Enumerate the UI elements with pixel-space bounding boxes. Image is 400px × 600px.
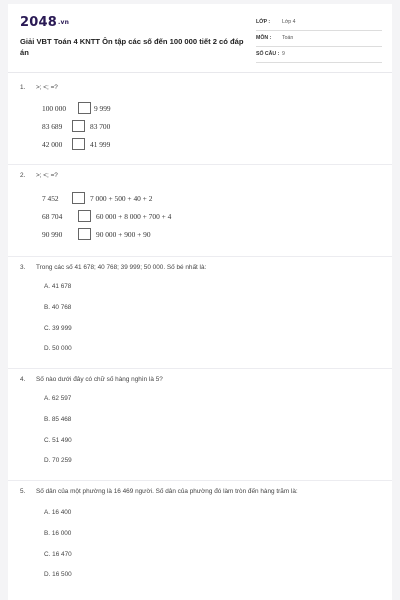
question-4: 4. Số nào dưới đây có chữ số hàng nghìn là 5? [20,376,163,383]
answer-box[interactable] [72,138,85,150]
meta-question-count [256,48,382,63]
meta-subject [256,32,382,47]
comparison-right: 60 000 + 8 000 + 700 + 4 [96,212,172,221]
meta-count-label: SỐ CÂU : [256,51,280,57]
answer-box[interactable] [78,228,91,240]
comparison-left: 7 452 [42,194,59,203]
answer-option[interactable]: C. 39 999 [44,325,72,332]
answer-option[interactable]: A. 62 597 [44,395,72,402]
answer-option[interactable]: D. 50 000 [44,345,72,352]
comparison-right: 90 000 + 900 + 90 [96,230,151,239]
question-divider [8,480,392,481]
comparison-left: 83 689 [42,122,63,131]
answer-box[interactable] [72,192,85,204]
answer-box[interactable] [78,102,91,114]
answer-option[interactable]: D. 70 259 [44,457,72,464]
answer-option[interactable]: B. 16 000 [44,530,72,537]
question-divider [8,256,392,257]
question-5: 5. Số dân của một phường là 16 469 người. Số dân của phường đó làm tròn đến hàng trăm là: [20,488,298,495]
worksheet [8,4,392,600]
question-divider [8,368,392,369]
question-2: 2. >; <; =? [20,172,58,179]
header-divider [8,72,392,73]
answer-option[interactable]: D. 16 500 [44,571,72,578]
comparison-right: 7 000 + 500 + 40 + 2 [90,194,153,203]
meta-subject-label: MÔN : [256,35,272,41]
answer-option[interactable]: B. 85 468 [44,416,72,423]
answer-option[interactable]: A. 16 400 [44,509,72,516]
meta-count-value: 9 [282,51,285,57]
site-logo[interactable]: 2048.vn [20,15,70,30]
comparison-left: 42 000 [42,140,63,149]
meta-grade [256,16,382,31]
meta-subject-value: Toán [282,35,294,41]
comparison-left: 68 704 [42,212,63,221]
comparison-right: 83 700 [90,122,111,131]
document-title: Giải VBT Toán 4 KNTT Ôn tập các số đến 100 000 tiết 2 có đáp án [20,37,244,57]
meta-grade-value: Lớp 4 [282,19,296,25]
answer-option[interactable]: B. 40 768 [44,304,72,311]
meta-grade-label: LỚP : [256,19,271,25]
answer-option[interactable]: C. 16 470 [44,551,72,558]
answer-option[interactable]: C. 51 490 [44,437,72,444]
answer-box[interactable] [78,210,91,222]
worksheet-header [8,4,392,68]
question-divider [8,164,392,165]
answer-option[interactable]: A. 41 678 [44,283,72,290]
comparison-left: 100 000 [42,104,67,113]
answer-box[interactable] [72,120,85,132]
comparison-right: 41 999 [90,140,111,149]
comparison-left: 90 990 [42,230,63,239]
question-1: 1. >; <; =? [20,84,58,91]
comparison-right: 9 999 [94,104,111,113]
question-3: 3. Trong các số 41 678; 40 768; 39 999; 50 000. Số bé nhất là: [20,264,207,271]
